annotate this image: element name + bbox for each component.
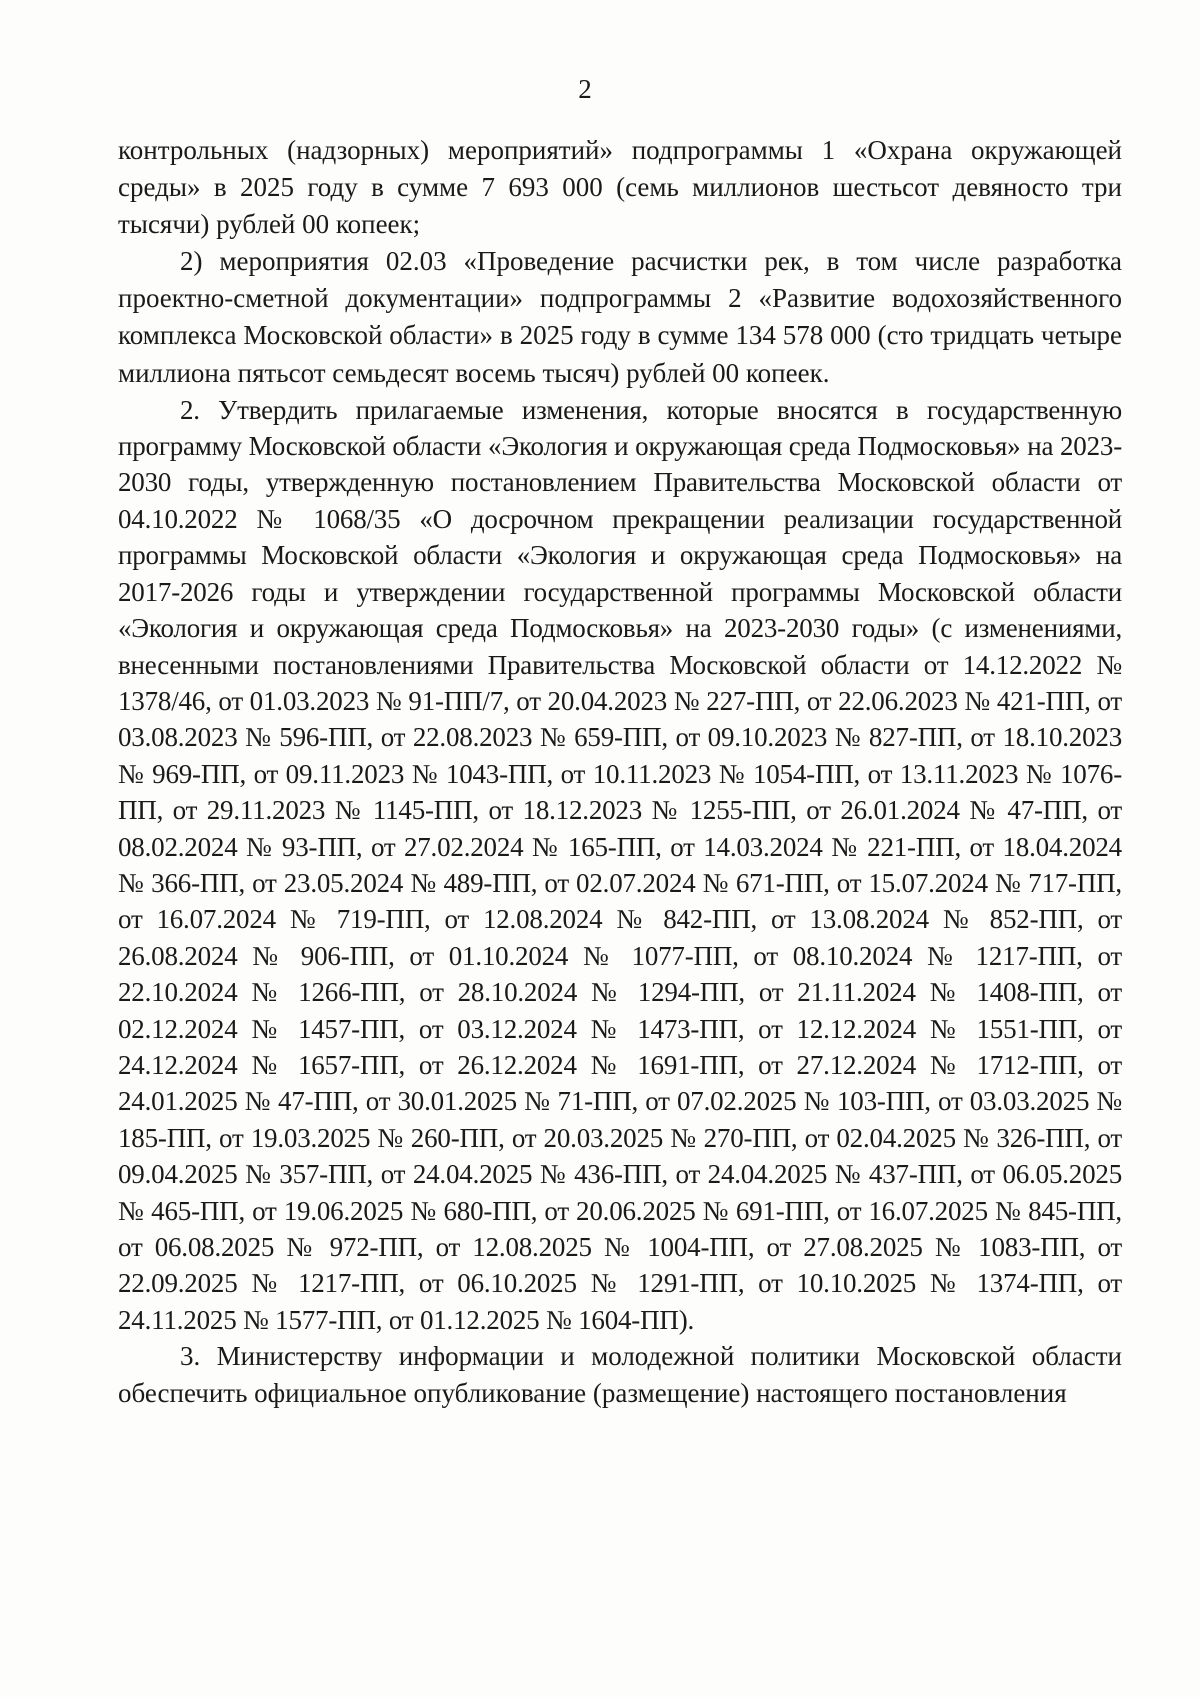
- page-number: 2: [578, 74, 592, 104]
- document-body: [118, 132, 1122, 1412]
- paragraph-1-item-2: 2) мероприятия 02.03 «Проведение расчистки рек, в том числе разработка проектно-сметной документации» подпрограммы 2 «Развитие водохозяйственного комплекса Московской области» в 2025 году в сумме 134 578 000 (сто тридцать четыре миллиона пятьсот семьдесят восемь тысяч) рублей 00 копеек.: [118, 246, 1122, 388]
- paragraph-1-continuation: контрольных (надзорных) мероприятий» подпрограммы 1 «Охрана окружающей среды» в 2025 году в сумме 7 693 000 (семь миллионов шестьсот девяносто три тысячи) рублей 00 копеек;: [118, 135, 1122, 240]
- paragraph-3: 3. Министерству информации и молодежной политики Московской области обеспечить официальное опубликование (размещение) настоящего постановления: [118, 1341, 1122, 1409]
- paragraph-2: 2. Утвердить прилагаемые изменения, которые вносятся в государственную программу Московской области «Экология и окружающая среда Подмосковья» на 2023-2030 годы, утвержденную постановлением Правительства Московской области от 04.10.2022 № 1068/35 «О досрочном прекращении реализации государственной программы Московской области «Экология и окружающая среда Подмосковья» на 2017-2026 годы и утверждении государственной программы Московской области «Экология и окружающая среда Подмосковья» на 2023-2030 годы» (с изменениями, внесенными постановлениями Правительства Московской области от 14.12.2022 № 1378/46, от 01.03.2023 № 91-ПП/7, от 20.04.2023 № 227-ПП, от 22.06.2023 № 421-ПП, от 03.08.2023 № 596-ПП, от 22.08.2023 № 659-ПП, от 09.10.2023 № 827-ПП, от 18.10.2023 № 969-ПП, от 09.11.2023 № 1043-ПП, от 10.11.2023 № 1054-ПП, от 13.11.2023 № 1076-ПП, от 29.11.2023 № 1145-ПП, от 18.12.2023 № 1255-ПП, от 26.01.2024 № 47-ПП, от 08.02.2024 № 93-ПП, от 27.02.2024 № 165-ПП, от 14.03.2024 № 221-ПП, от 18.04.2024 № 366-ПП, от 23.05.2024 № 489-ПП, от 02.07.2024 № 671-ПП, от 15.07.2024 № 717-ПП, от 16.07.2024 № 719-ПП, от 12.08.2024 № 842-ПП, от 13.08.2024 № 852-ПП, от 26.08.2024 № 906-ПП, от 01.10.2024 № 1077-ПП, от 08.10.2024 № 1217-ПП, от 22.10.2024 № 1266-ПП, от 28.10.2024 № 1294-ПП, от 21.11.2024 № 1408-ПП, от 02.12.2024 № 1457-ПП, от 03.12.2024 № 1473-ПП, от 12.12.2024 № 1551-ПП, от 24.12.2024 № 1657-ПП, от 26.12.2024 № 1691-ПП, от 27.12.2024 № 1712-ПП, от 24.01.2025 № 47-ПП, от 30.01.2025 № 71-ПП, от 07.02.2025 № 103-ПП, от 03.03.2025 № 185-ПП, от 19.03.2025 № 260-ПП, от 20.03.2025 № 270-ПП, от 02.04.2025 № 326-ПП, от 09.04.2025 № 357-ПП, от 24.04.2025 № 436-ПП, от 24.04.2025 № 437-ПП, от 06.05.2025 № 465-ПП, от 19.06.2025 № 680-ПП, от 20.06.2025 № 691-ПП, от 16.07.2025 № 845-ПП, от 06.08.2025 № 972-ПП, от 12.08.2025 № 1004-ПП, от 27.08.2025 № 1083-ПП, от 22.09.2025 № 1217-ПП, от 06.10.2025 № 1291-ПП, от 10.10.2025 № 1374-ПП, от 24.11.2025 № 1577-ПП, от 01.12.2025 № 1604-ПП).: [118, 394, 1122, 1335]
